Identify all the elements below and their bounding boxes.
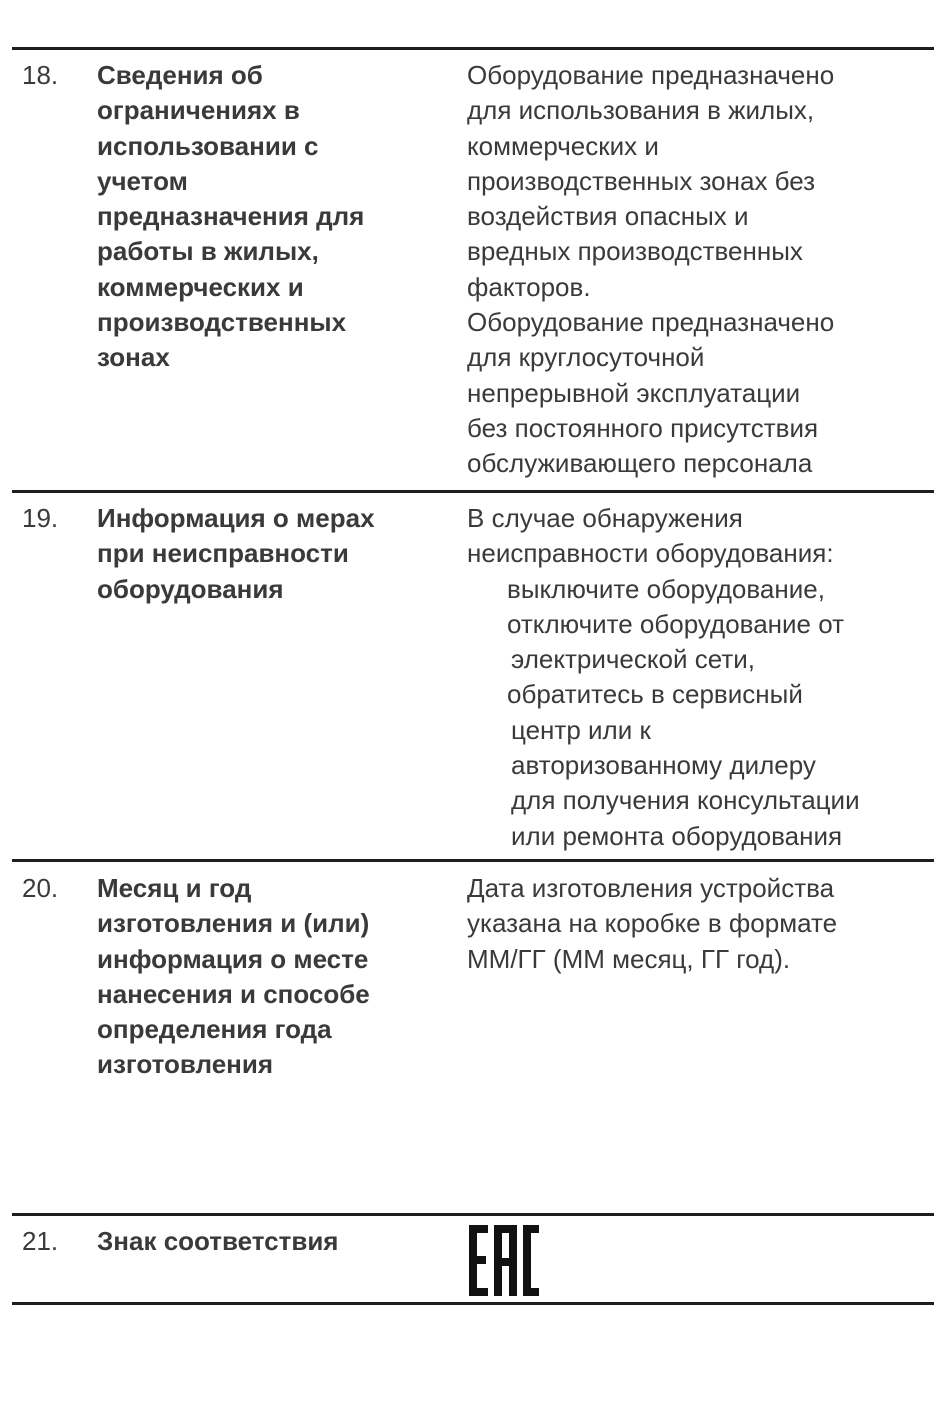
row-description-line: неисправности оборудования: xyxy=(467,538,834,569)
row-description-line: для круглосуточной xyxy=(467,342,705,373)
row-number: 20. xyxy=(22,873,59,903)
table-rule xyxy=(12,859,934,862)
row-description-line: электрической сети, xyxy=(511,644,756,675)
row-description-line: или ремонта оборудования xyxy=(511,820,843,851)
eac-conformity-mark-icon xyxy=(469,1225,539,1296)
row-description-line: обратитесь в сервисный xyxy=(507,679,803,710)
row-description xyxy=(467,871,937,977)
row-description-line: коммерческих и xyxy=(467,130,659,161)
row-number: 18. xyxy=(22,60,59,90)
row-title-line: производственных xyxy=(97,307,347,338)
row-description-line: вредных производственных xyxy=(467,236,803,267)
row-title xyxy=(97,58,442,376)
row-number: 21. xyxy=(22,1226,59,1256)
table-rule xyxy=(12,1213,934,1216)
row-description-line: факторов. xyxy=(467,271,591,302)
row-description-line: указана на коробке в формате xyxy=(467,908,838,939)
row-title xyxy=(97,1224,442,1259)
row-description-line: воздействия опасных и xyxy=(467,201,749,232)
row-title xyxy=(97,871,442,1083)
row-title-line: использовании с xyxy=(97,130,319,161)
row-description xyxy=(467,501,937,854)
row-description-line: без постоянного присутствия xyxy=(467,412,819,443)
table-rule-top xyxy=(12,47,934,50)
row-title-line: предназначения для xyxy=(97,201,365,232)
row-description-line: отключите оборудование от xyxy=(507,608,845,639)
row-number: 19. xyxy=(22,503,59,533)
row-title-line: информация о месте xyxy=(97,943,369,974)
row-description-line: центр или к xyxy=(511,714,651,745)
row-description-line: В случае обнаружения xyxy=(467,503,743,533)
row-title-line: зонах xyxy=(97,342,170,373)
row-title-line: Информация о мерах xyxy=(97,503,375,533)
row-description-line: производственных зонах без xyxy=(467,165,816,196)
row-title-line: изготовления и (или) xyxy=(97,908,370,939)
row-title-line: работы в жилых, xyxy=(97,236,319,267)
table-rule xyxy=(12,490,934,493)
row-title-line: Сведения об xyxy=(97,60,263,90)
row-description-line: Дата изготовления устройства xyxy=(467,873,835,903)
row-title-line: Месяц и год xyxy=(97,873,252,903)
row-description-line: Оборудование предназначено xyxy=(467,60,835,90)
row-description-line: для использования в жилых, xyxy=(467,95,815,126)
row-description-line: ММ/ГГ (ММ месяц, ГГ год). xyxy=(467,943,791,974)
table-rule-bottom xyxy=(12,1302,934,1305)
row-description-line: обслуживающего персонала xyxy=(467,448,813,479)
row-title-line: изготовления xyxy=(97,1049,274,1080)
row-title-line: ограничениях в xyxy=(97,95,300,126)
row-description-line: Оборудование предназначено xyxy=(467,307,835,338)
row-description-line: авторизованному дилеру xyxy=(511,750,816,781)
row-description-line: непрерывной эксплуатации xyxy=(467,377,801,408)
row-title-line: оборудования xyxy=(97,573,284,604)
row-title-line: Знак соответствия xyxy=(97,1226,339,1256)
row-title xyxy=(97,501,442,607)
row-title-line: нанесения и способе xyxy=(97,978,370,1009)
row-description-line: для получения консультации xyxy=(511,785,860,816)
row-description-line: выключите оборудование, xyxy=(507,573,825,604)
row-title-line: определения года xyxy=(97,1014,332,1045)
row-description xyxy=(467,58,937,482)
row-title-line: коммерческих и xyxy=(97,271,304,302)
row-title-line: учетом xyxy=(97,165,188,196)
row-title-line: при неисправности xyxy=(97,538,349,569)
